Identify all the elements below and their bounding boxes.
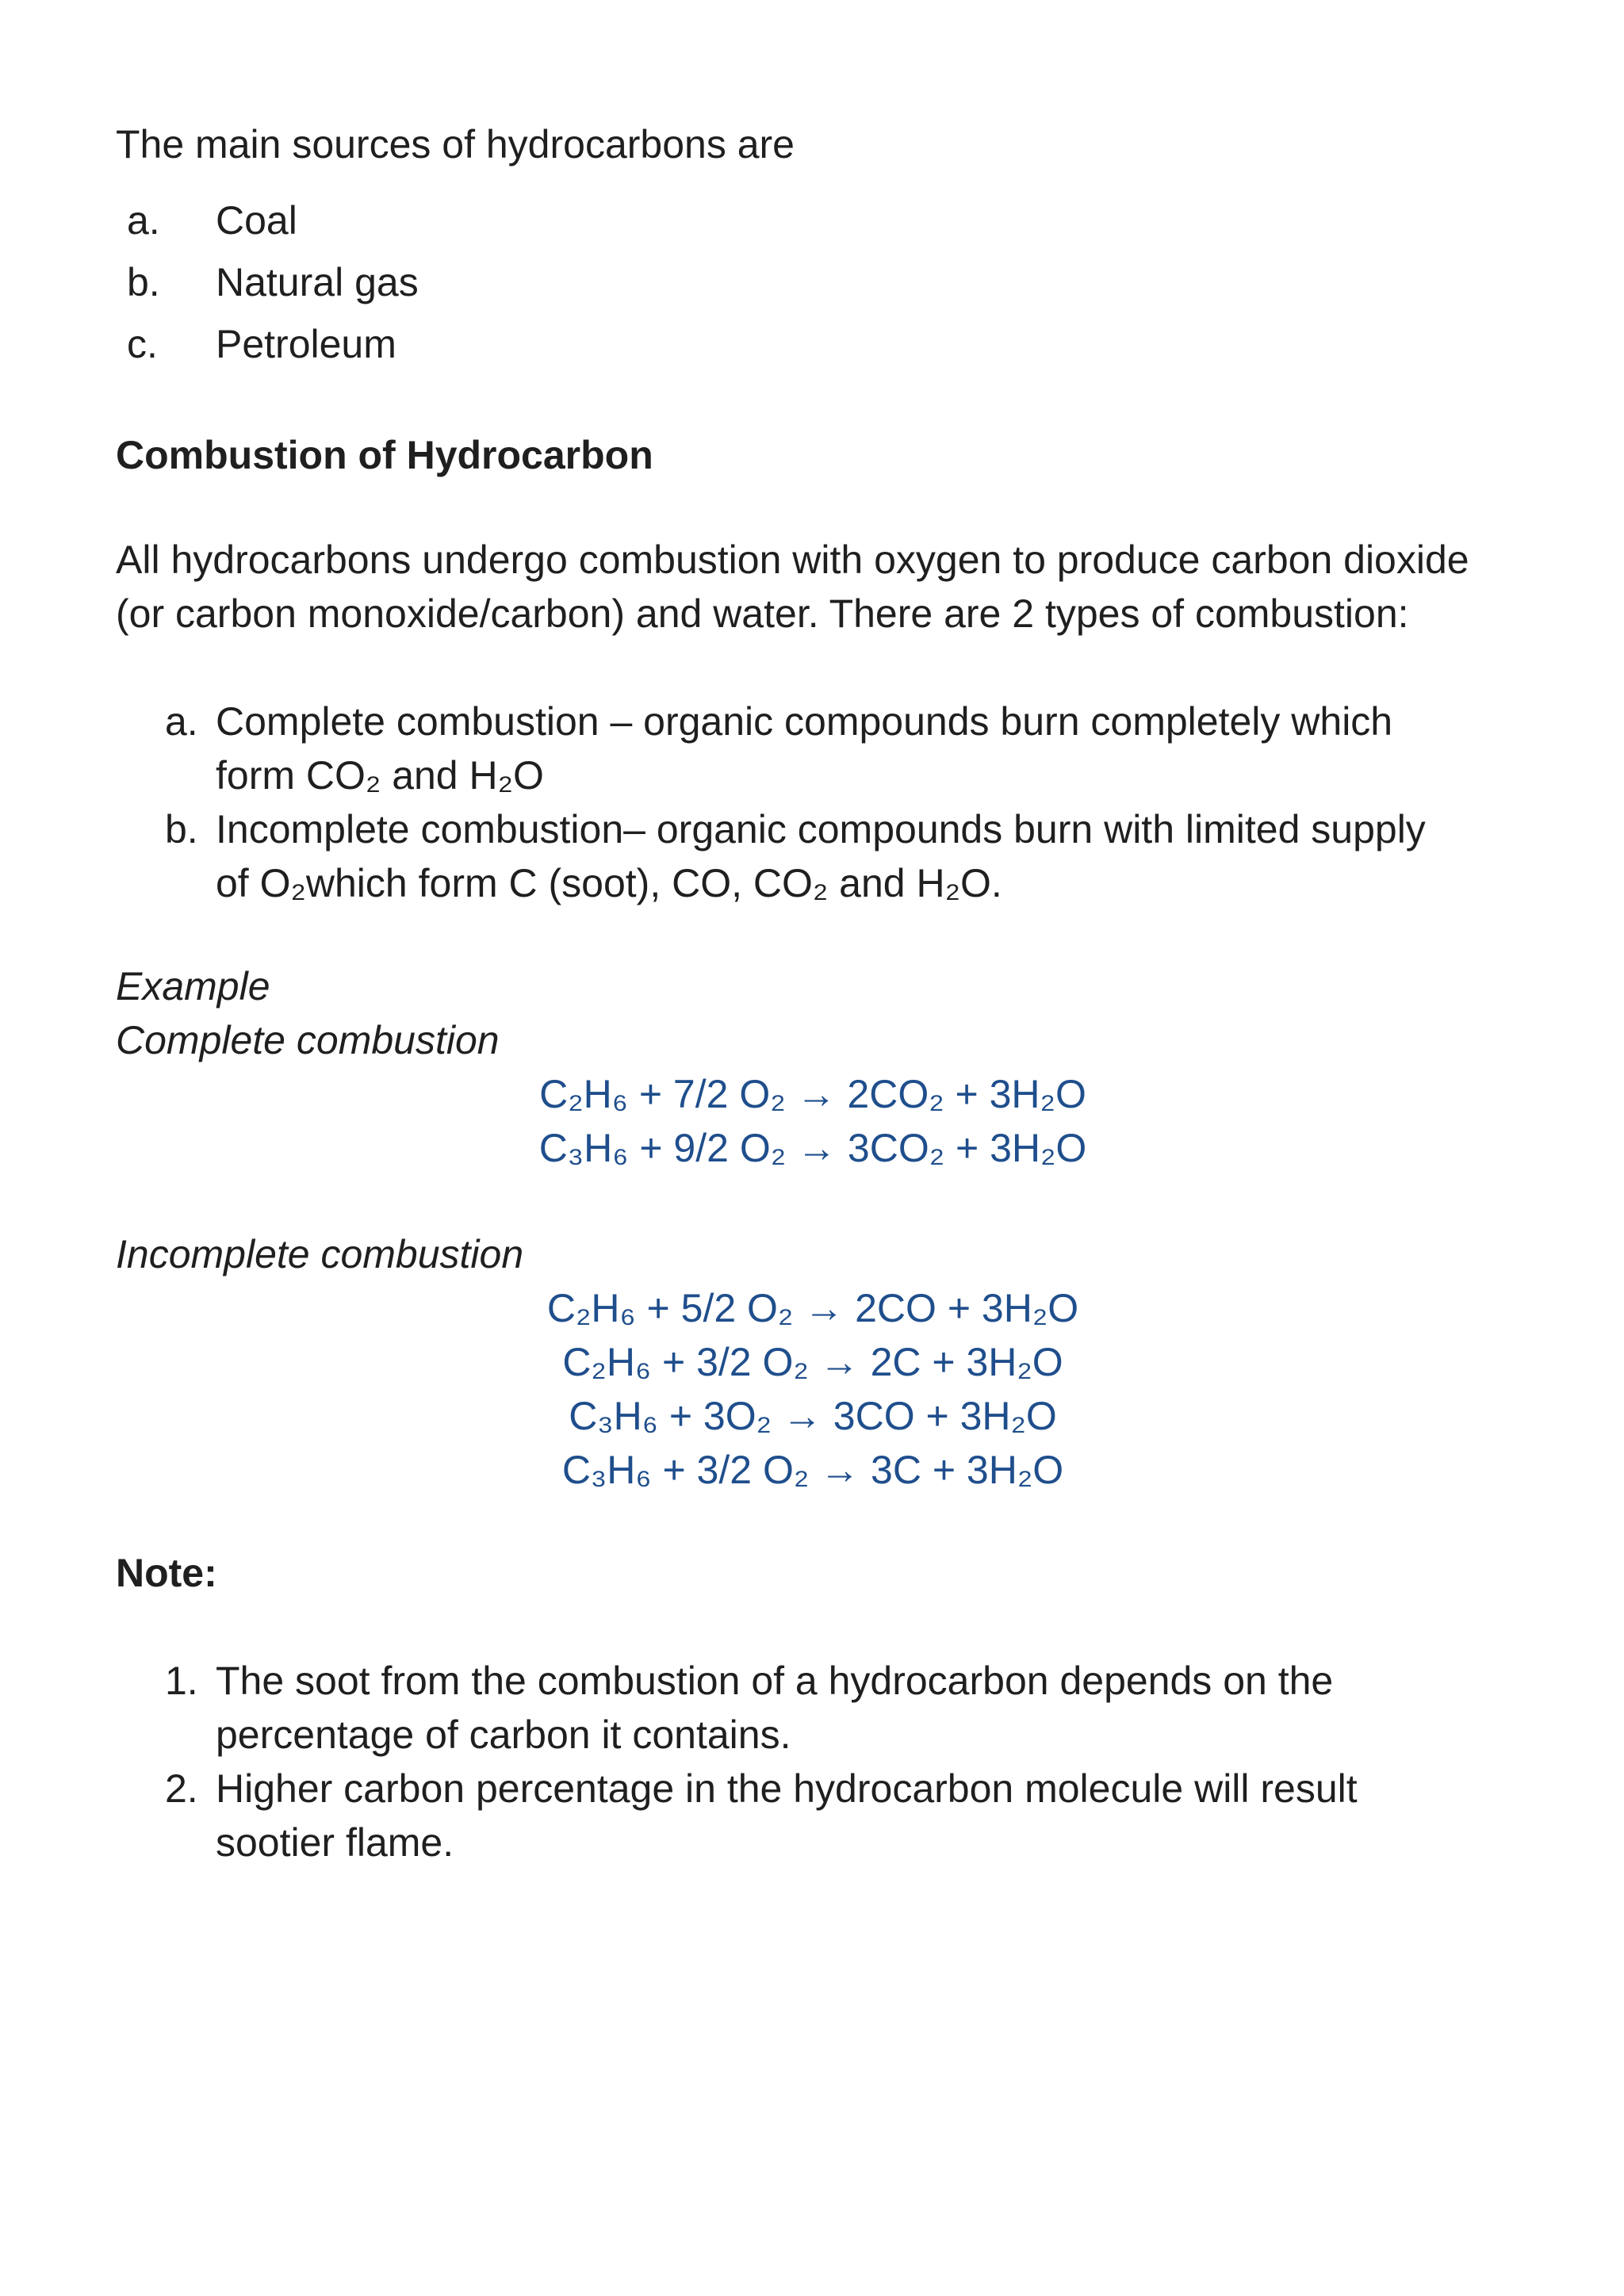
section-heading: Combustion of Hydrocarbon xyxy=(116,433,653,477)
incomplete-equation: C₂H₆ + 3/2 O₂ → 2C + 3H₂O xyxy=(562,1340,1063,1384)
note-label: Note: xyxy=(116,1551,217,1595)
incomplete-equation: C₃H₆ + 3/2 O₂ → 3C + 3H₂O xyxy=(561,1448,1064,1492)
paragraph-line: (or carbon monoxide/carbon) and water. There are 2 types of combustion: xyxy=(116,591,1409,636)
type-complete-line1: Complete combustion – organic compounds burn completely which xyxy=(216,699,1393,744)
complete-equation: C₃H₆ + 9/2 O₂ → 3CO₂ + 3H₂O xyxy=(538,1126,1087,1170)
note-item-line1: Higher carbon percentage in the hydrocarbon molecule will result xyxy=(216,1766,1358,1811)
complete-equation: C₂H₆ + 7/2 O₂ → 2CO₂ + 3H₂O xyxy=(539,1072,1086,1116)
source-marker: a. xyxy=(127,198,160,243)
incomplete-equation: C₂H₆ + 5/2 O₂ → 2CO + 3H₂O xyxy=(546,1286,1079,1330)
type-marker: b. xyxy=(165,807,198,851)
type-incomplete-line1: Incomplete combustion– organic compounds burn with limited supply xyxy=(216,807,1426,851)
type-incomplete-line2: of O₂which form C (soot), CO, CO₂ and H₂O. xyxy=(216,861,1002,905)
source-item-natural-gas: Natural gas xyxy=(216,260,419,304)
incomplete-combustion-label: Incomplete combustion xyxy=(116,1232,524,1276)
source-item-coal: Coal xyxy=(216,198,297,243)
source-item-petroleum: Petroleum xyxy=(216,322,396,366)
type-marker: a. xyxy=(165,699,198,744)
paragraph-line: All hydrocarbons undergo combustion with oxygen to produce carbon dioxide xyxy=(116,538,1469,582)
note-item-line2: percentage of carbon it contains. xyxy=(216,1712,791,1757)
note-item-line2: sootier flame. xyxy=(216,1820,454,1865)
note-item-line1: The soot from the combustion of a hydrocarbon depends on the xyxy=(216,1659,1334,1703)
complete-combustion-label: Complete combustion xyxy=(116,1018,500,1062)
note-marker: 2. xyxy=(165,1766,198,1811)
intro-text: The main sources of hydrocarbons are xyxy=(116,122,795,166)
source-marker: c. xyxy=(127,322,158,366)
note-marker: 1. xyxy=(165,1659,198,1703)
incomplete-equation: C₃H₆ + 3O₂ → 3CO + 3H₂O xyxy=(569,1394,1057,1438)
type-complete-line2: form CO₂ and H₂O xyxy=(216,753,544,798)
source-marker: b. xyxy=(127,260,160,304)
example-label: Example xyxy=(116,964,270,1008)
